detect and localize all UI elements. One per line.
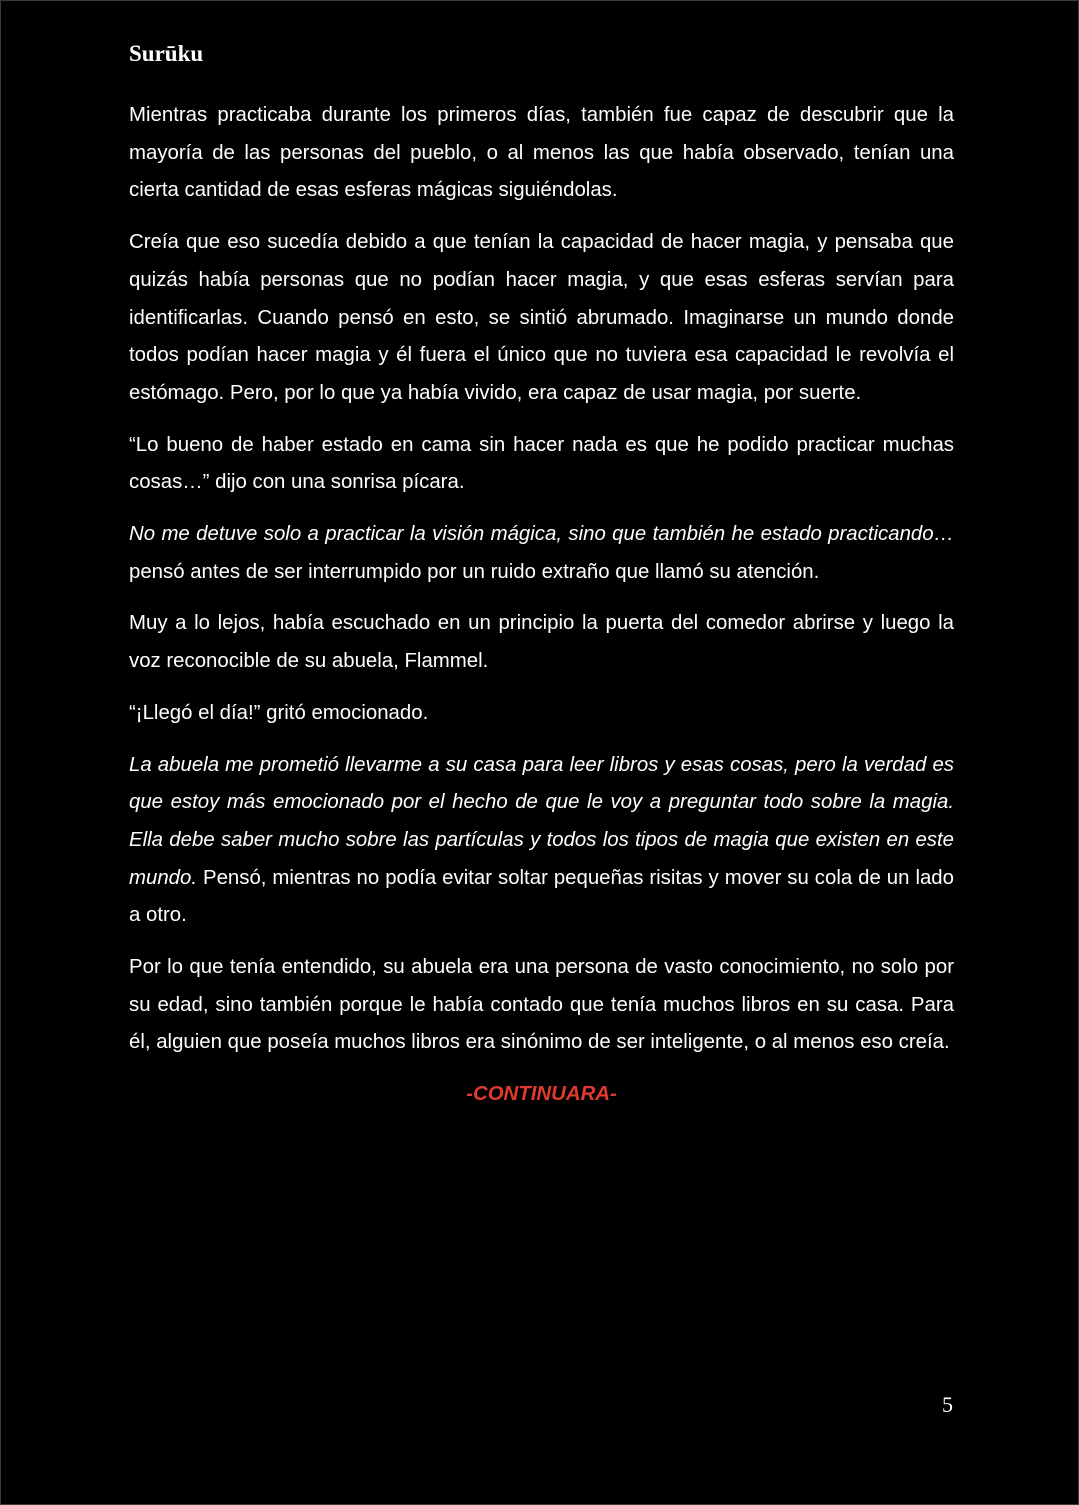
paragraph-text: Muy a lo lejos, había escuchado en un principio la puerta del comedor abrirse y luego la voz reconocible de su abuela, Flammel. <box>129 612 954 673</box>
paragraph-5 <box>129 605 954 680</box>
paragraph-text: Por lo que tenía entendido, su abuela era una persona de vasto conocimiento, no solo por su edad, sino también porque le había contado que tenía muchos libros en su casa. Para él, alguien que poseía muchos libros era sinónimo de ser inteligente, o al menos eso creía. <box>129 956 954 1054</box>
paragraph-1 <box>129 97 954 210</box>
paragraph-8 <box>129 949 954 1062</box>
paragraph-2 <box>129 224 954 413</box>
page-number: 5 <box>942 1392 953 1417</box>
paragraph-6 <box>129 695 954 733</box>
paragraph-text: pensó antes de ser interrumpido por un ruido extraño que llamó su atención. <box>129 560 820 583</box>
paragraph-3 <box>129 427 954 502</box>
paragraph-text: Creía que eso sucedía debido a que tenían la capacidad de hacer magia, y pensaba que quizás había personas que no podían hacer magia, y que esas esferas servían para identificarlas. Cuando pensó en esto, se sintió abrumado. Imaginarse un mundo donde todos podían hacer magia y él fuera el único que no tuviera esa capacidad le revolvía el estómago. Pero, por lo que ya había vivido, era capaz de usar magia, por suerte. <box>129 231 954 404</box>
dialogue-text: “¡Llegó el día!” gritó emocionado. <box>129 701 429 724</box>
dialogue-text: “Lo bueno de haber estado en cama sin hacer nada es que he podido practicar muchas cosas…” dijo con una sonrisa pícara. <box>129 433 954 494</box>
to-be-continued-label: -CONTINUARA- <box>466 1083 617 1106</box>
thought-text: No me detuve solo a practicar la visión mágica, sino que también he estado practicando… <box>129 523 954 546</box>
chapter-body <box>129 97 954 1114</box>
paragraph-4 <box>129 516 954 591</box>
chapter-header: Surūku <box>129 41 204 66</box>
thought-text: La abuela me prometió llevarme a su casa para leer libros y esas cosas, pero la verdad es que estoy más emocionado por el hecho de que le voy a preguntar todo sobre la magia. Ella debe saber mucho sobre las partículas y todos los tipos de magia que existen en este mundo. <box>129 753 954 889</box>
paragraph-text: Mientras practicaba durante los primeros días, también fue capaz de descubrir que la mayoría de las personas del pueblo, o al menos las que había observado, tenían una cierta cantidad de esas esferas mágicas siguiéndolas. <box>129 104 954 202</box>
paragraph-7 <box>129 747 954 936</box>
paragraph-text: Pensó, mientras no podía evitar soltar pequeñas risitas y mover su cola de un lado a otro. <box>129 866 954 927</box>
